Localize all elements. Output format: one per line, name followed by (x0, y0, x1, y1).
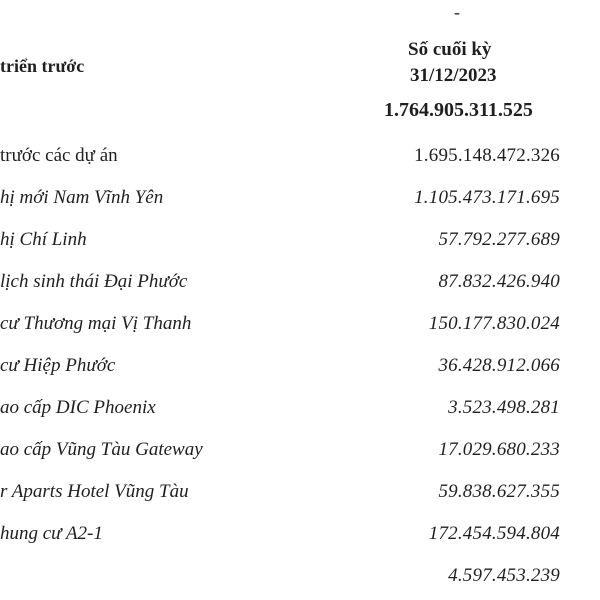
column-header-date: 31/12/2023 (410, 65, 497, 86)
row-value: 4.597.453.239 (448, 565, 560, 586)
row-label: hị Chí Linh (0, 229, 87, 250)
row-value: 1.105.473.171.695 (414, 187, 560, 208)
row-label: ao cấp DIC Phoenix (0, 397, 156, 418)
row-value: 87.832.426.940 (438, 271, 560, 292)
row-value: 57.792.277.689 (438, 229, 560, 250)
total-value: 1.764.905.311.525 (384, 99, 533, 121)
row-value: 17.029.680.233 (438, 439, 560, 460)
row-label: hị mới Nam Vĩnh Yên (0, 187, 164, 208)
row-label: hung cư A2-1 (0, 523, 103, 544)
row-value: 59.838.627.355 (438, 481, 560, 502)
row-value: 1.695.148.472.326 (414, 145, 560, 166)
row-label: lịch sinh thái Đại Phước (0, 271, 188, 292)
row-value: 150.177.830.024 (428, 313, 560, 334)
row-label: trước các dự án (0, 145, 118, 166)
row-value: 3.523.498.281 (448, 397, 560, 418)
row-label: cư Hiệp Phước (0, 355, 116, 376)
top-dash-mark: - (454, 2, 460, 22)
row-label: cư Thương mại Vị Thanh (0, 313, 192, 334)
column-header-period-end: Số cuối kỳ (408, 39, 492, 60)
section-heading: triển trước (0, 56, 85, 76)
row-value: 172.454.594.804 (428, 523, 560, 544)
row-label: ao cấp Vũng Tàu Gateway (0, 439, 203, 460)
row-label: r Aparts Hotel Vũng Tàu (0, 481, 189, 502)
row-value: 36.428.912.066 (438, 355, 560, 376)
